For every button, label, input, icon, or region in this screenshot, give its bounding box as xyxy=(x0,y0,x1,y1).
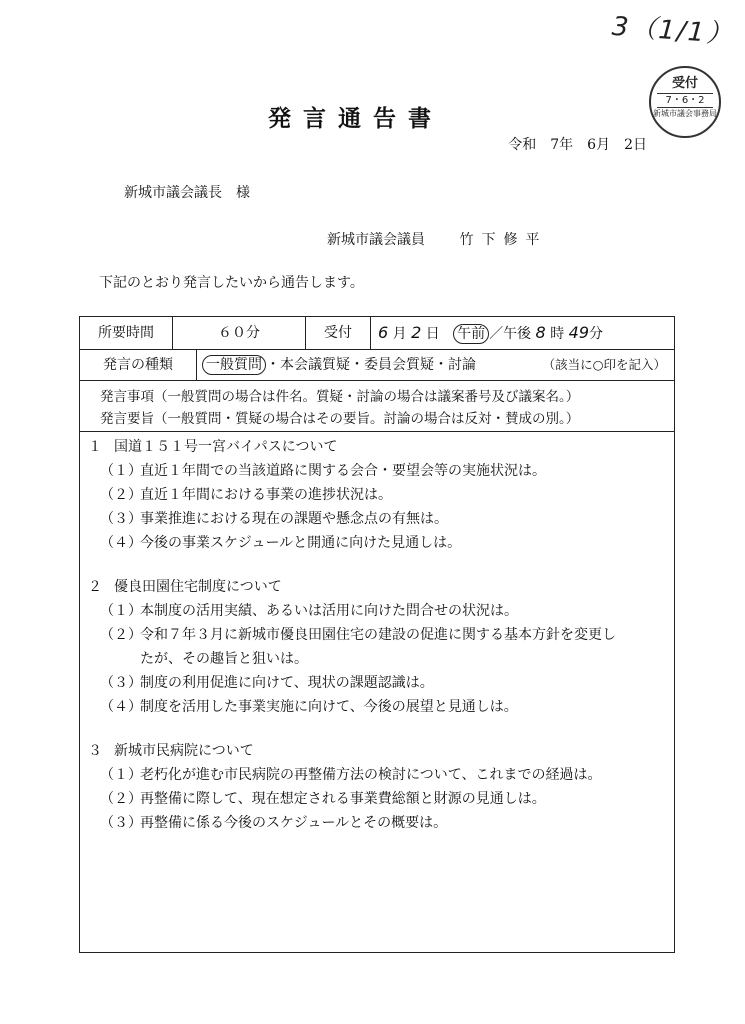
duration-label: 所要時間 xyxy=(80,317,173,349)
received-day: 2 xyxy=(411,323,422,342)
type-label: 発言の種類 xyxy=(80,350,197,380)
item-number: （３） xyxy=(100,511,142,527)
question-item xyxy=(100,763,674,787)
question-item xyxy=(100,787,674,811)
section-title-text: 新城市民病院について xyxy=(114,743,254,759)
item-number: （２） xyxy=(100,487,142,503)
sender-role: 新城市議会議員 xyxy=(327,232,425,248)
guide-summary: 発言要旨（一般質問・質疑の場合はその要旨。討論の場合は反対・賛成の別。） xyxy=(100,411,580,427)
question-section xyxy=(80,739,674,835)
intro-text: 下記のとおり発言したいから通告します。 xyxy=(99,275,364,291)
received-label: 受付 xyxy=(306,317,371,349)
item-number: （４） xyxy=(100,535,142,551)
question-section xyxy=(80,575,674,719)
item-text: 制度の利用促進に向けて、現状の課題認識は。 xyxy=(140,675,434,691)
receipt-stamp xyxy=(649,66,721,138)
form-row-time xyxy=(80,317,674,350)
page-number: 3（1/1） xyxy=(610,11,736,51)
guide-subject: 発言事項（一般質問の場合は件名。質疑・討論の場合は議案番号及び議案名。） xyxy=(100,389,580,405)
am-circled: 午前 xyxy=(453,324,489,344)
item-number: （３） xyxy=(100,815,142,831)
form-row-guide xyxy=(80,381,674,432)
item-number: （１） xyxy=(100,603,142,619)
type-selected-circled: 一般質問 xyxy=(202,355,266,375)
addressee: 新城市議会議長 様 xyxy=(124,185,250,201)
type-options xyxy=(202,350,476,380)
hour-unit: 時 xyxy=(550,326,565,342)
minute-unit: 分 xyxy=(589,326,603,342)
form-row-type xyxy=(80,350,674,381)
item-text: 今後の事業スケジュールと開通に向けた見通しは。 xyxy=(140,535,462,551)
question-item xyxy=(100,695,674,719)
item-text: 令和７年３月に新城市優良田園住宅の建設の促進に関する基本方針を変更し xyxy=(140,627,616,643)
question-content xyxy=(80,435,674,855)
section-title-text: 優良田園住宅制度について xyxy=(114,579,282,595)
document-title: 発言通告書 xyxy=(268,106,443,132)
section-title xyxy=(88,739,674,763)
type-note: （該当に○印を記入） xyxy=(542,357,666,372)
sender-name: 竹下修平 xyxy=(459,232,548,248)
question-section xyxy=(80,435,674,555)
section-title-text: 国道１５１号一宮バイパスについて xyxy=(114,439,338,455)
received-hour: 8 xyxy=(535,323,546,342)
question-item xyxy=(100,459,674,483)
item-text: 再整備に際して、現在想定される事業費総額と財源の見通しは。 xyxy=(140,791,546,807)
received-month: 6 xyxy=(378,323,389,342)
question-item xyxy=(100,623,674,647)
section-title xyxy=(88,575,674,599)
item-number: （２） xyxy=(100,791,142,807)
item-text-continuation: たが、その趣旨と狙いは。 xyxy=(140,651,308,667)
received-time xyxy=(372,317,678,349)
section-number: １ xyxy=(88,439,102,455)
section-number: ３ xyxy=(88,743,102,759)
item-number: （３） xyxy=(100,675,142,691)
stamp-label: 受付 xyxy=(671,76,698,91)
month-unit: 月 xyxy=(392,326,407,342)
question-item xyxy=(100,599,674,623)
question-item xyxy=(100,811,674,835)
question-item xyxy=(100,483,674,507)
section-number: ２ xyxy=(88,579,102,595)
duration-value: ６０分 xyxy=(173,317,306,349)
notice-form xyxy=(79,316,675,953)
question-item xyxy=(100,507,674,531)
item-text: 本制度の活用実績、あるいは活用に向けた問合せの状況は。 xyxy=(140,603,518,619)
item-text: 直近１年間での当該道路に関する会合・要望会等の実施状況は。 xyxy=(140,463,546,479)
document-date: 令和 7年 6月 2日 xyxy=(508,137,647,153)
item-number: （１） xyxy=(100,767,142,783)
item-text: 直近１年間における事業の進捗状況は。 xyxy=(140,487,392,503)
item-number: （２） xyxy=(100,627,142,643)
stamp-org: 新城市議会事務局 xyxy=(653,109,717,118)
section-title xyxy=(88,435,674,459)
item-number: （４） xyxy=(100,699,142,715)
question-item xyxy=(100,671,674,695)
pm-label: ／午後 xyxy=(489,326,532,342)
sender xyxy=(327,229,547,249)
stamp-date: 7・6・2 xyxy=(657,93,713,108)
item-text: 老朽化が進む市民病院の再整備方法の検討について、これまでの経過は。 xyxy=(140,767,602,783)
received-minute: 49 xyxy=(568,323,589,342)
day-unit: 日 xyxy=(425,326,440,342)
item-text: 事業推進における現在の課題や懸念点の有無は。 xyxy=(140,511,448,527)
item-text: 制度を活用した事業実施に向けて、今後の展望と見通しは。 xyxy=(140,699,518,715)
item-number: （１） xyxy=(100,463,142,479)
type-others: ・本会議質疑・委員会質疑・討論 xyxy=(266,357,476,373)
item-text: 再整備に係る今後のスケジュールとその概要は。 xyxy=(140,815,448,831)
question-item xyxy=(100,531,674,555)
